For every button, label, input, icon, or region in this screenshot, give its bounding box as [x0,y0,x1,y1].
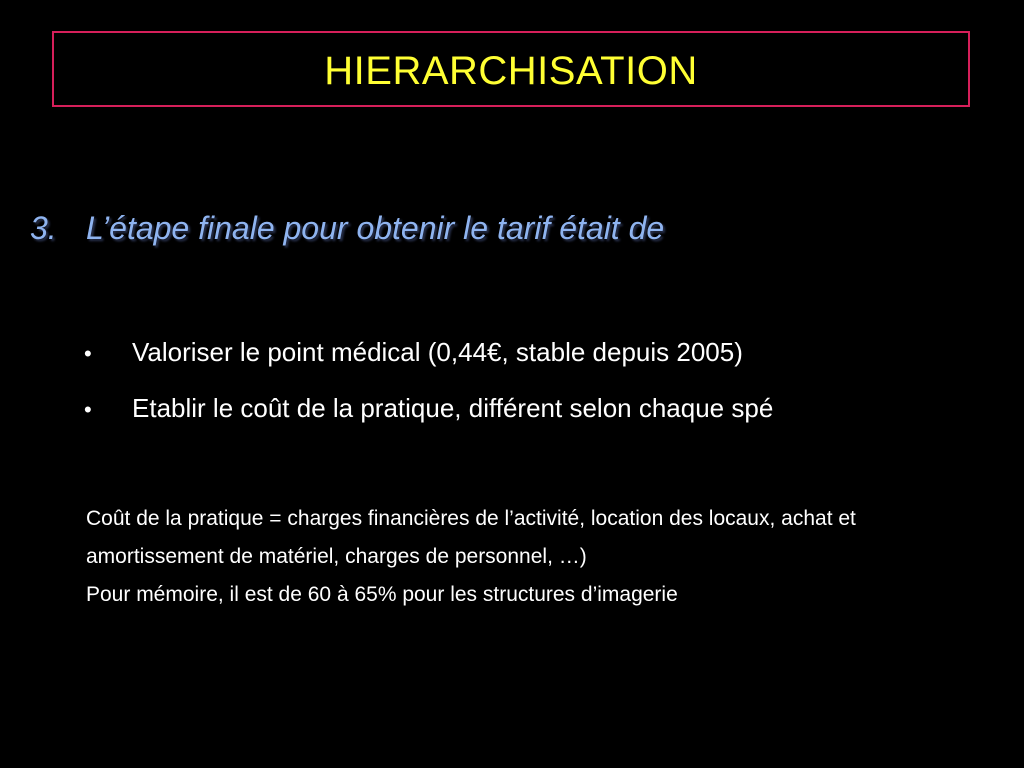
bullet-text: Valoriser le point médical (0,44€, stable depuis 2005) [132,337,743,367]
bullet-icon: • [84,341,92,366]
slide-title: HIERARCHISATION [324,48,698,93]
step-text: L’étape finale pour obtenir le tarif était de [86,210,665,246]
list-item [84,393,773,449]
step-heading [30,210,664,247]
step-number: 3. [30,210,57,246]
list-item [84,337,773,393]
note-block [86,500,986,614]
bullet-text: Etablir le coût de la pratique, différent selon chaque spé [132,393,774,423]
bullet-icon: • [84,397,92,422]
note-definition: Coût de la pratique = charges financières de l’activité, location des locaux, achat et amortissement de matériel, charges de personnel, …) [86,507,856,568]
title-box [52,31,970,107]
note-reminder: Pour mémoire, il est de 60 à 65% pour les structures d’imagerie [86,583,678,606]
bullet-list [84,337,773,449]
